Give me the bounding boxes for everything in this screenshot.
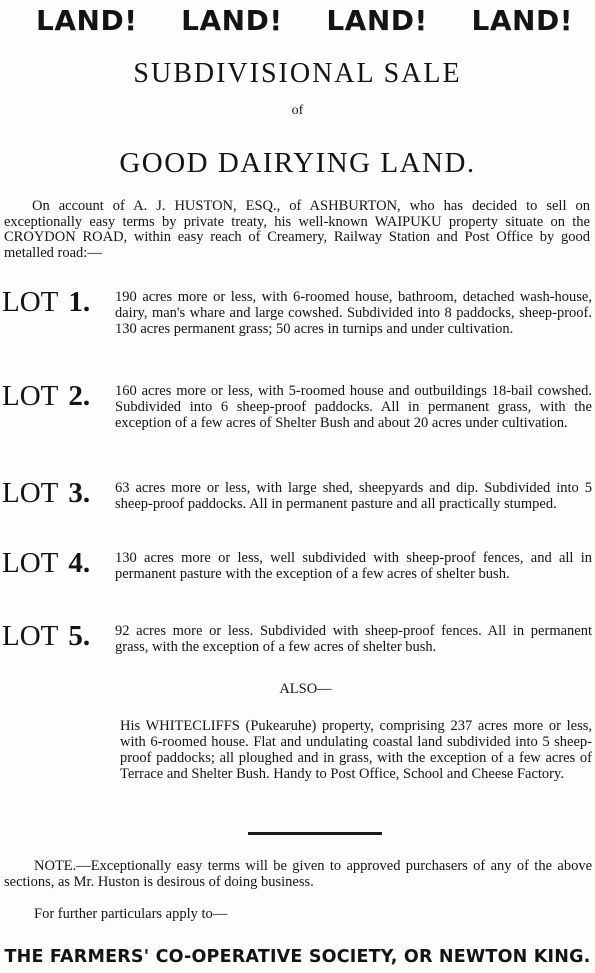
banner-word: LAND! — [326, 4, 428, 37]
banner-word: LAND! — [36, 4, 138, 37]
lot-description: 92 acres more or less. Subdivided with sheep-proof fences. All in permanent grass, with the exception of a few acres of shelter bush. — [115, 623, 592, 655]
divider-rule — [248, 832, 382, 835]
further-particulars: For further particulars apply to— — [34, 906, 228, 922]
lot-label: LOT 2. — [2, 380, 91, 412]
lot-label: LOT 4. — [2, 547, 91, 579]
land-title: GOOD DAIRYING LAND. — [119, 147, 476, 179]
lot-5 — [2, 621, 592, 721]
banner-word: LAND! — [181, 4, 283, 37]
lot-2 — [2, 381, 592, 481]
intro-paragraph: On account of A. J. HUSTON, ESQ., of ASHBURTON, who has decided to sell on exceptionally easy terms by private treaty, his well-known WAIPUKU property situate on the CROYDON ROAD, within easy reach of Creamery, Railway Station and Post Office by good metalled road:— — [4, 198, 590, 261]
lot-description: 130 acres more or less, well subdivided with sheep-proof fences, and all in permanent pasture with the exception of a few acres of shelter bush. — [115, 550, 592, 582]
note-paragraph: NOTE.—Exceptionally easy terms will be given to approved purchasers of any of the above sections, as Mr. Huston is desirous of doing business. — [4, 858, 592, 890]
lot-description: 160 acres more or less, with 5-roomed house and outbuildings 18-bail cowshed. Subdivided into 6 sheep-proof paddocks. All in permanent grass, with the exception of a few acres of Shelter Bush and about 20 acres under cultivation. — [115, 383, 592, 431]
lot-description: 63 acres more or less, with large shed, sheepyards and dip. Subdivided into 5 sheep-proof paddocks. All in permanent pasture and all practically stumped. — [115, 480, 592, 512]
lot-1 — [2, 287, 592, 387]
lot-label: LOT 1. — [2, 286, 91, 318]
lot-label: LOT 3. — [2, 477, 91, 509]
land-banner — [0, 4, 595, 37]
lot-description: 190 acres more or less, with 6-roomed house, bathroom, detached wash-house, dairy, man's whare and large cowshed. Subdivided into 8 paddocks, sheep-proof. 130 acres permanent grass; 50 acres in turnips and under cultivation. — [115, 289, 592, 337]
lot-label: LOT 5. — [2, 620, 91, 652]
agents-footer: THE FARMERS' CO-OPERATIVE SOCIETY, OR NEWTON KING. — [4, 947, 591, 967]
banner-word: LAND! — [471, 4, 573, 37]
whitecliffs-paragraph: His WHITECLIFFS (Pukearuhe) property, comprising 237 acres more or less, with 6-roomed house. Flat and undulating coastal land subdivided into 5 sheep-proof paddocks; all ploughed and in grass, with the exception of a few acres of Terrace and Shelter Bush. Handy to Post Office, School and Cheese Factory. — [120, 718, 592, 782]
also-heading: ALSO— — [279, 681, 332, 697]
sale-title: SUBDIVISIONAL SALE — [133, 58, 462, 89]
sale-title-of: of — [291, 103, 304, 118]
